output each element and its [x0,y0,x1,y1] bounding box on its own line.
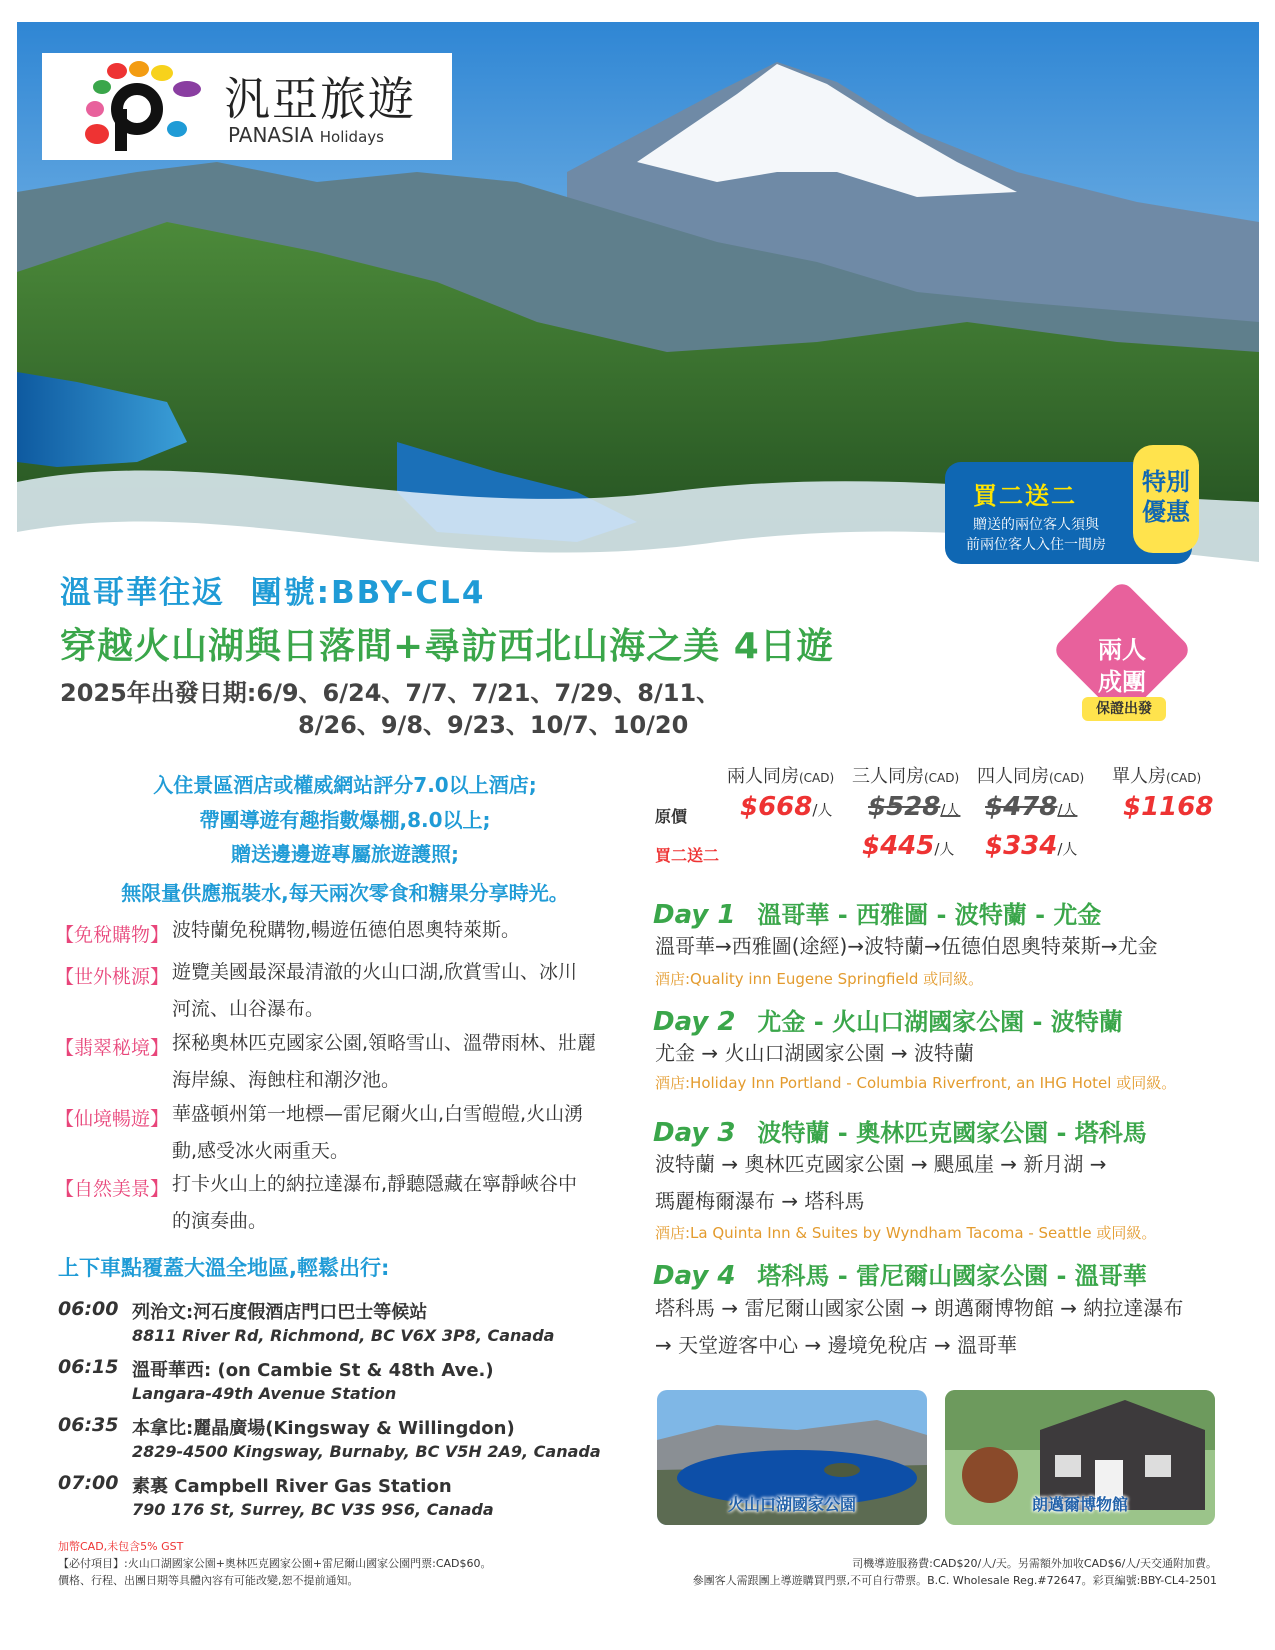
tour-route: 溫哥華往返 [60,575,225,611]
tour-title: 穿越火山湖與日落間+尋訪西北山海之美 4日遊 [60,626,834,667]
logo-en-main: PANASIA [228,123,314,147]
highlight-4: 無限量供應瓶裝水,每天兩次零食和糖果分享時光。 [121,881,569,905]
pickup-time: 06:00 [58,1298,119,1320]
highlight-3: 贈送邊邊遊專屬旅遊護照; [231,842,459,866]
guaranteed-departure-label: 保證出發 [1082,697,1166,721]
per-person: /人 [1057,840,1078,858]
pickup-time: 06:15 [58,1356,119,1378]
feature-tag: 【翡翠秘境】 [55,1037,170,1059]
feature-text-line: 動,感受冰火兩重天。 [172,1140,350,1162]
day-2-title [653,1002,1123,1037]
pickup-location: 素裏 Campbell River Gas Station [132,1476,452,1497]
longmire-museum-photo [945,1390,1215,1525]
price-value: $478 [985,792,1058,822]
special-offer-tag [1133,445,1199,553]
pickup-time: 06:35 [58,1414,119,1436]
per-person: /人 [1057,801,1078,819]
original-price-label: 原價 [655,807,688,826]
room-type: 兩人同房 [727,766,799,787]
per-person: /人 [812,801,833,819]
tour-code: 團號:BBY-CL4 [250,575,486,611]
day-label: Day 4 [653,1261,736,1291]
day-4-route [655,1290,1215,1364]
day-heading: 尤金 - 火山口湖國家公園 - 波特蘭 [757,1008,1123,1036]
feature-text [172,1166,622,1240]
route-line: 瑪麗梅爾瀑布 → 塔科馬 [655,1189,865,1213]
day-label: Day 2 [653,1007,736,1037]
group-badge-line-1: 兩人 [1098,636,1146,664]
day-heading: 溫哥華 - 西雅圖 - 波特蘭 - 尤金 [757,901,1102,929]
pickup-time: 07:00 [58,1472,119,1494]
currency: (CAD) [1166,771,1202,785]
feature-text [172,954,622,1028]
route-line: 塔科馬 → 雷尼爾山國家公園 → 朗邁爾博物館 → 納拉達瀑布 [655,1296,1184,1320]
price-value: $334 [985,831,1058,861]
price-value: $445 [862,831,935,861]
logo [42,53,452,160]
mandatory-fee-note: 【必付項目】:火山口湖國家公園+奧林匹克國家公園+雷尼爾山國家公園門票:CAD$60。 [58,1557,492,1570]
day-4-title [653,1256,1147,1291]
pickup-address: 790 176 St, Surrey, BC V3S 9S6, Canada [132,1500,494,1519]
special-offer-line-2: 優惠 [1142,498,1190,526]
pickup-address: 8811 River Rd, Richmond, BC V6X 3P8, Canada [132,1326,555,1345]
currency: (CAD) [799,771,835,785]
price-quad-promo [985,831,1077,861]
feature-text-line: 打卡火山上的納拉達瀑布,靜聽隱藏在寧靜峽谷中 [172,1173,578,1195]
registration-note: 參團客人需跟團上導遊購買門票,不可自行帶票。B.C. Wholesale Reg.#72647。彩頁編號:BBY-CL4-2501 [692,1574,1217,1587]
day-heading: 塔科馬 - 雷尼爾山國家公園 - 溫哥華 [757,1262,1147,1290]
highlight-1: 入住景區酒店或權威網站評分7.0以上酒店; [153,773,537,797]
per-person: /人 [940,801,961,819]
day-3-route [655,1146,1215,1220]
guide-fee-note: 司機導遊服務費:CAD$20/人/天。另需額外加收CAD$6/人/天交通附加費。 [852,1557,1217,1570]
promo-subtext-2: 前兩位客人入住一間房 [966,537,1106,553]
price-triple-original [868,792,960,822]
promo-subtext-1: 贈送的兩位客人須與 [973,517,1099,533]
pickup-location: 溫哥華西: (on Cambie St & 48th Ave.) [132,1360,494,1381]
price-header-double [727,762,834,788]
feature-text-line: 河流、山谷瀑布。 [172,998,325,1020]
pickup-title: 上下車點覆蓋大溫全地區,輕鬆出行: [58,1256,390,1280]
currency: (CAD) [924,771,960,785]
room-type: 四人同房 [977,766,1049,787]
route-line: 波特蘭 → 奧林匹克國家公園 → 颶風崖 → 新月湖 → [655,1152,1107,1176]
feature-text-line: 波特蘭免稅購物,暢遊伍德伯恩奧特萊斯。 [172,919,521,941]
price-header-triple [852,762,959,788]
feature-text-line: 海岸線、海蝕柱和潮汐池。 [172,1069,401,1091]
room-type: 三人同房 [852,766,924,787]
day-label: Day 3 [653,1118,736,1148]
price-header-single [1112,762,1201,788]
feature-text-line: 華盛頓州第一地標—雷尼爾火山,白雪皚皚,火山湧 [172,1103,584,1125]
promo-title: 買二送二 [973,482,1077,510]
feature-text-line: 的演奏曲。 [172,1210,268,1232]
day-2-hotel: 酒店:Holiday Inn Portland - Columbia Riverfront, an IHG Hotel 或同級。 [655,1074,1177,1092]
day-3-hotel: 酒店:La Quinta Inn & Suites by Wyndham Tacoma - Seattle 或同級。 [655,1224,1157,1242]
feature-text [172,1025,622,1099]
day-2-route: 尤金 → 火山口湖國家公園 → 波特蘭 [655,1041,974,1065]
price-header-quad [977,762,1084,788]
day-label: Day 1 [653,900,736,930]
promo-price-label: 買二送二 [655,846,720,865]
feature-tag: 【自然美景】 [55,1178,170,1200]
highlight-2: 帶團導遊有趣指數爆棚,8.0以上; [199,808,491,832]
departure-dates-line-2: 8/26、9/8、9/23、10/7、10/20 [298,711,689,739]
pickup-location: 本拿比:麗晶廣場(Kingsway & Willingdon) [132,1418,515,1439]
crater-lake-photo [657,1390,927,1525]
price-value: $668 [740,792,813,822]
price-value: $528 [868,792,941,822]
currency-note: 加幣CAD,未包含5% GST [58,1540,184,1553]
feature-tag: 【世外桃源】 [55,966,170,988]
feature-tag: 【仙境暢遊】 [55,1108,170,1130]
panasia-logo-icon [67,59,217,154]
day-1-title [653,895,1101,930]
price-single-original: $1168 [1123,792,1214,822]
change-notice: 價格、行程、出團日期等具體內容有可能改變,恕不提前通知。 [58,1574,359,1587]
feature-text [172,912,622,949]
logo-english-name [228,123,384,147]
price-quad-original [985,792,1077,822]
group-badge-line-2: 成團 [1098,668,1146,696]
tour-route-and-code [60,567,485,612]
departure-dates-line-1: 2025年出發日期:6/9、6/24、7/7、7/21、7/29、8/11、 [60,679,721,707]
logo-chinese-name: 汎亞旅遊 [224,72,416,126]
day-1-route: 溫哥華→西雅圖(途經)→波特蘭→伍德伯恩奧特萊斯→尤金 [655,934,1158,958]
logo-en-sub: Holidays [319,128,384,146]
pickup-address: Langara-49th Avenue Station [132,1384,397,1403]
pickup-location: 列治文:河石度假酒店門口巴士等候站 [132,1302,428,1323]
price-triple-promo [862,831,954,861]
room-type: 單人房 [1112,766,1166,787]
per-person: /人 [934,840,955,858]
photo-label-crater-lake: 火山口湖國家公園 [727,1495,856,1514]
day-1-hotel: 酒店:Quality inn Eugene Springfield 或同級。 [655,970,984,988]
feature-text-line: 探秘奧林匹克國家公園,領略雪山、溫帶雨林、壯麗 [172,1032,597,1054]
route-line: → 天堂遊客中心 → 邊境免稅店 → 溫哥華 [655,1333,1018,1357]
feature-tag: 【免稅購物】 [55,924,170,946]
special-offer-line-1: 特別 [1142,468,1190,496]
photo-label-longmire: 朗邁爾博物館 [1031,1495,1128,1514]
day-heading: 波特蘭 - 奧林匹克國家公園 - 塔科馬 [757,1119,1147,1147]
price-double-original [740,792,832,822]
day-3-title [653,1113,1147,1148]
feature-text [172,1096,622,1170]
pickup-address: 2829-4500 Kingsway, Burnaby, BC V5H 2A9, Canada [132,1442,601,1461]
currency: (CAD) [1049,771,1085,785]
feature-text-line: 遊覽美國最深最清澈的火山口湖,欣賞雪山、冰川 [172,961,578,983]
